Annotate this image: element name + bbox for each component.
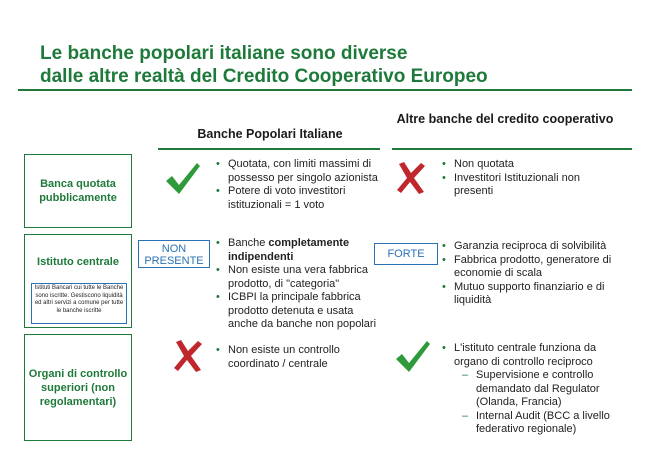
bullet-emphasis: completamente indipendenti bbox=[228, 237, 350, 263]
column-divider-popolari bbox=[158, 148, 380, 150]
istituto-centrale-tooltip: Istituti Bancari cui tutte le Banche sono iscritte. Gestiscono liquidità ed altri servizi a comune per tutte le banche iscritte bbox=[31, 283, 127, 324]
list-item: • Mutuo supporto finanziario e di liquidità bbox=[442, 281, 614, 308]
list-item bbox=[216, 237, 386, 264]
list-item: • Quotata, con limiti massimi di possesso per singolo azionista bbox=[216, 158, 384, 185]
list-item: • ICBPI la principale fabbrica prodotto detenuta e usata anche da banche non popolari bbox=[216, 291, 386, 332]
popolari-quotata-bullets bbox=[216, 158, 384, 212]
list-item: • Non quotata bbox=[442, 158, 612, 172]
list-item: – Supervisione e controllo demandato dal Regulator (Olanda, Francia) bbox=[442, 369, 620, 410]
list-item: • Non esiste un controllo coordinato / centrale bbox=[216, 344, 384, 371]
altre-quotata-bullets bbox=[442, 158, 612, 199]
popolari-istituto-bullets bbox=[216, 237, 386, 332]
tag-forte: FORTE bbox=[374, 243, 438, 265]
cross-icon bbox=[170, 338, 206, 379]
check-icon bbox=[393, 338, 433, 381]
column-header-popolari: Banche Popolari Italiane bbox=[197, 127, 343, 141]
row-label-istituto-centrale: Istituto centrale bbox=[24, 234, 132, 328]
altre-controllo-bullets bbox=[442, 342, 620, 437]
cross-icon bbox=[393, 160, 429, 201]
row-label-organi-controllo: Organi di controllo superiori (non regolamentari) bbox=[24, 334, 132, 441]
title-line-2: dalle altre realtà del Credito Cooperativo Europeo bbox=[40, 66, 488, 87]
list-item: • Garanzia reciproca di solvibilità bbox=[442, 240, 614, 254]
popolari-controllo-bullets bbox=[216, 344, 384, 371]
list-item: • L'istituto centrale funziona da organo di controllo reciproco bbox=[442, 342, 620, 369]
check-icon bbox=[163, 160, 203, 203]
row-label-banca-quotata: Banca quotata pubblicamente bbox=[24, 154, 132, 228]
list-item: • Potere di voto investitori istituzionali = 1 voto bbox=[216, 185, 384, 212]
page-title bbox=[40, 42, 620, 88]
altre-istituto-bullets bbox=[442, 240, 614, 308]
bullet-text: Banche bbox=[228, 237, 269, 249]
column-header-altre-banche: Altre banche del credito cooperativo bbox=[396, 112, 614, 126]
title-divider bbox=[18, 89, 632, 91]
list-item: – Internal Audit (BCC a livello federativo regionale) bbox=[442, 410, 620, 437]
list-item: • Fabbrica prodotto, generatore di economie di scala bbox=[442, 254, 614, 281]
column-divider-altre-banche bbox=[392, 148, 632, 150]
list-item: • Non esiste una vera fabbrica prodotto, di "categoria" bbox=[216, 264, 386, 291]
tag-non-presente: NON PRESENTE bbox=[138, 240, 210, 268]
title-line-1: Le banche popolari italiane sono diverse bbox=[40, 43, 408, 64]
list-item: • Investitori Istituzionali non presenti bbox=[442, 172, 612, 199]
